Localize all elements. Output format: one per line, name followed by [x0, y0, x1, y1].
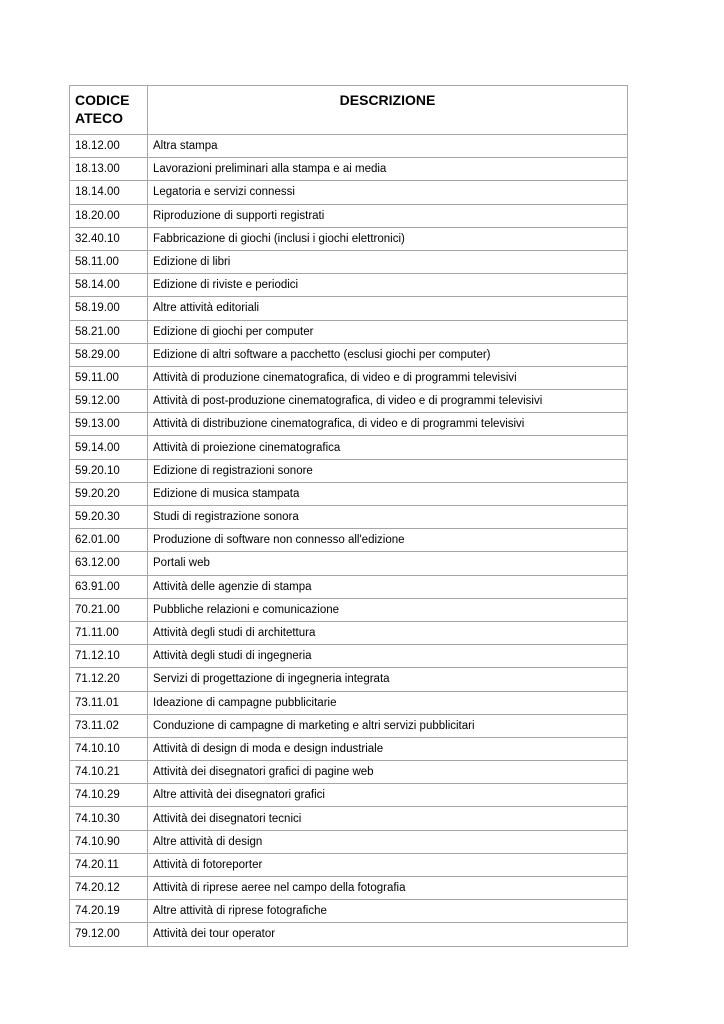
description-cell: Pubbliche relazioni e comunicazione: [148, 598, 628, 621]
ateco-code-cell: 58.21.00: [70, 320, 148, 343]
table-row: [70, 343, 628, 366]
description-cell: Attività di fotoreporter: [148, 853, 628, 876]
description-cell: Edizione di musica stampata: [148, 482, 628, 505]
description-cell: Attività dei disegnatori tecnici: [148, 807, 628, 830]
table-row: [70, 923, 628, 946]
ateco-code-cell: 59.13.00: [70, 413, 148, 436]
description-cell: Attività di design di moda e design industriale: [148, 737, 628, 760]
description-cell: Lavorazioni preliminari alla stampa e ai media: [148, 158, 628, 181]
description-cell: Edizione di registrazioni sonore: [148, 459, 628, 482]
ateco-code-cell: 74.10.29: [70, 784, 148, 807]
description-cell: Fabbricazione di giochi (inclusi i giochi elettronici): [148, 227, 628, 250]
description-cell: Attività degli studi di architettura: [148, 621, 628, 644]
table-row: [70, 459, 628, 482]
table-row: [70, 158, 628, 181]
table-row: [70, 714, 628, 737]
table-body: [70, 135, 628, 947]
description-cell: Edizione di libri: [148, 250, 628, 273]
table-row: [70, 320, 628, 343]
table-row: [70, 575, 628, 598]
description-cell: Portali web: [148, 552, 628, 575]
description-cell: Attività degli studi di ingegneria: [148, 645, 628, 668]
table-row: [70, 853, 628, 876]
table-row: [70, 900, 628, 923]
ateco-code-cell: 74.20.12: [70, 877, 148, 900]
ateco-code-cell: 79.12.00: [70, 923, 148, 946]
ateco-code-cell: 74.20.11: [70, 853, 148, 876]
header-description: DESCRIZIONE: [148, 86, 628, 135]
description-cell: Attività di proiezione cinematografica: [148, 436, 628, 459]
table-row: [70, 807, 628, 830]
table-row: [70, 135, 628, 158]
table-row: [70, 227, 628, 250]
description-cell: Attività di post-produzione cinematografica, di video e di programmi televisivi: [148, 390, 628, 413]
table-row: [70, 181, 628, 204]
description-cell: Edizione di altri software a pacchetto (esclusi giochi per computer): [148, 343, 628, 366]
table-row: [70, 830, 628, 853]
ateco-code-cell: 18.14.00: [70, 181, 148, 204]
description-cell: Altre attività di riprese fotografiche: [148, 900, 628, 923]
header-code: [70, 86, 148, 135]
ateco-code-cell: 73.11.01: [70, 691, 148, 714]
description-cell: Attività di distribuzione cinematografica, di video e di programmi televisivi: [148, 413, 628, 436]
ateco-code-cell: 18.13.00: [70, 158, 148, 181]
table-row: [70, 506, 628, 529]
table-row: [70, 645, 628, 668]
table-row: [70, 529, 628, 552]
ateco-code-cell: 74.10.30: [70, 807, 148, 830]
ateco-code-cell: 58.11.00: [70, 250, 148, 273]
table-row: [70, 877, 628, 900]
table-row: [70, 390, 628, 413]
ateco-code-cell: 59.20.30: [70, 506, 148, 529]
description-cell: Studi di registrazione sonora: [148, 506, 628, 529]
ateco-code-cell: 59.11.00: [70, 366, 148, 389]
ateco-code-cell: 71.12.10: [70, 645, 148, 668]
table-row: [70, 297, 628, 320]
ateco-code-cell: 59.12.00: [70, 390, 148, 413]
description-cell: Conduzione di campagne di marketing e altri servizi pubblicitari: [148, 714, 628, 737]
description-cell: Attività di riprese aeree nel campo della fotografia: [148, 877, 628, 900]
ateco-code-cell: 63.91.00: [70, 575, 148, 598]
description-cell: Altra stampa: [148, 135, 628, 158]
description-cell: Edizione di giochi per computer: [148, 320, 628, 343]
ateco-code-cell: 71.12.20: [70, 668, 148, 691]
description-cell: Attività dei tour operator: [148, 923, 628, 946]
table-row: [70, 761, 628, 784]
ateco-code-cell: 70.21.00: [70, 598, 148, 621]
ateco-code-cell: 71.11.00: [70, 621, 148, 644]
table-row: [70, 482, 628, 505]
ateco-code-cell: 74.10.10: [70, 737, 148, 760]
header-code-line1: CODICE: [75, 92, 130, 108]
ateco-code-cell: 74.10.21: [70, 761, 148, 784]
description-cell: Edizione di riviste e periodici: [148, 274, 628, 297]
description-cell: Attività delle agenzie di stampa: [148, 575, 628, 598]
ateco-code-cell: 59.14.00: [70, 436, 148, 459]
ateco-code-cell: 73.11.02: [70, 714, 148, 737]
table-row: [70, 413, 628, 436]
header-row: [70, 86, 628, 135]
ateco-code-cell: 58.14.00: [70, 274, 148, 297]
table-row: [70, 691, 628, 714]
table-row: [70, 621, 628, 644]
ateco-code-cell: 32.40.10: [70, 227, 148, 250]
ateco-code-cell: 63.12.00: [70, 552, 148, 575]
table-row: [70, 250, 628, 273]
table-row: [70, 274, 628, 297]
description-cell: Produzione di software non connesso all'edizione: [148, 529, 628, 552]
description-cell: Attività di produzione cinematografica, di video e di programmi televisivi: [148, 366, 628, 389]
ateco-code-cell: 58.19.00: [70, 297, 148, 320]
table-row: [70, 668, 628, 691]
table-row: [70, 598, 628, 621]
description-cell: Ideazione di campagne pubblicitarie: [148, 691, 628, 714]
ateco-code-cell: 74.20.19: [70, 900, 148, 923]
table-row: [70, 552, 628, 575]
header-code-line2: ATECO: [75, 110, 123, 126]
table-header: [70, 86, 628, 135]
ateco-table: [69, 85, 628, 947]
description-cell: Servizi di progettazione di ingegneria integrata: [148, 668, 628, 691]
ateco-code-cell: 62.01.00: [70, 529, 148, 552]
table-row: [70, 204, 628, 227]
table-row: [70, 784, 628, 807]
description-cell: Altre attività editoriali: [148, 297, 628, 320]
ateco-code-cell: 59.20.10: [70, 459, 148, 482]
table-row: [70, 436, 628, 459]
description-cell: Legatoria e servizi connessi: [148, 181, 628, 204]
ateco-code-cell: 18.12.00: [70, 135, 148, 158]
description-cell: Attività dei disegnatori grafici di pagine web: [148, 761, 628, 784]
description-cell: Altre attività di design: [148, 830, 628, 853]
ateco-code-cell: 59.20.20: [70, 482, 148, 505]
ateco-code-cell: 18.20.00: [70, 204, 148, 227]
ateco-code-cell: 74.10.90: [70, 830, 148, 853]
description-cell: Riproduzione di supporti registrati: [148, 204, 628, 227]
ateco-code-cell: 58.29.00: [70, 343, 148, 366]
table-row: [70, 366, 628, 389]
description-cell: Altre attività dei disegnatori grafici: [148, 784, 628, 807]
table-row: [70, 737, 628, 760]
